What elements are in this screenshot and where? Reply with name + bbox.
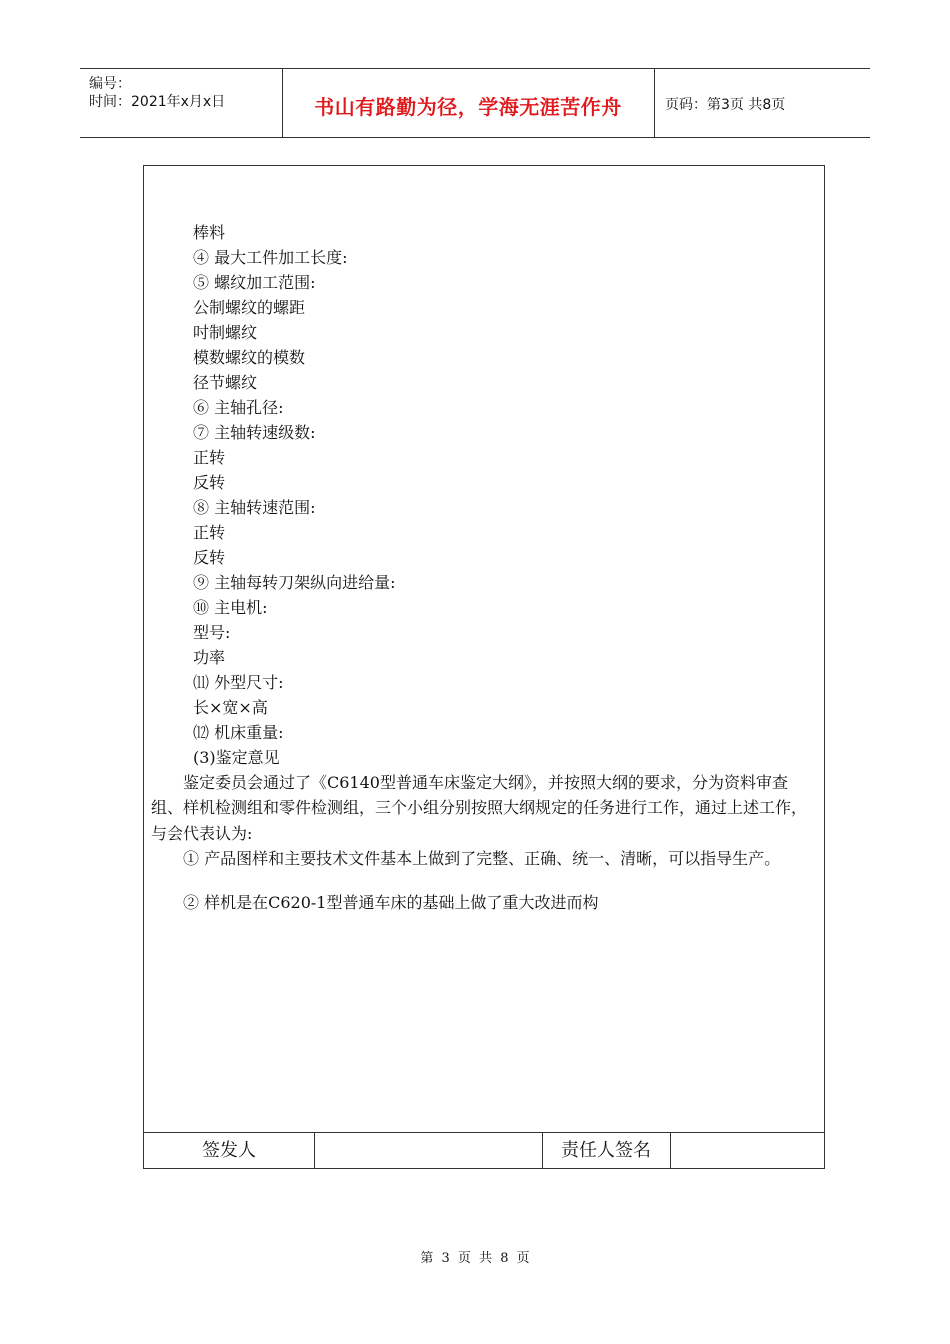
spec-line: 长×宽×高 [193,698,268,717]
spec-line: ⑿ 机床重量: [193,723,284,742]
document-date: 时间：2021年x月x日 [89,94,226,110]
spec-line: ⑦ 主轴转速级数: [193,423,316,442]
header-meta-cell [80,69,283,137]
spec-line: 功率 [193,648,226,667]
spec-line: 反转 [193,548,226,567]
section-heading: (3)鉴定意见 [193,748,280,767]
spec-line: ⑤ 螺纹加工范围: [193,273,316,292]
spec-line: 公制螺纹的螺距 [193,298,306,317]
signature-row [144,1132,824,1169]
spec-line: 型号: [193,623,231,642]
spec-line: 吋制螺纹 [193,323,258,342]
spec-line: 正转 [193,448,226,467]
responsible-signature-field[interactable] [670,1133,824,1169]
header-motto: 书山有路勤为径，学海无涯苦作舟 [314,95,622,119]
spec-line: ⑾ 外型尺寸: [193,673,284,692]
responsible-label: 责任人签名 [542,1133,671,1169]
spec-list [193,220,813,770]
spec-line: 棒料 [193,223,226,242]
paragraph-prototype: ② 样机是在C620-1型普通车床的基础上做了重大改进而构 [183,893,599,912]
spec-line: 正转 [193,523,226,542]
spec-line: 模数螺纹的模数 [193,348,306,367]
paragraph-committee: 鉴定委员会通过了《C6140型普通车床鉴定大纲》，并按照大纲的要求，分为资料审查组、样机检测组和零件检测组，三个小组分别按照大纲规定的任务进行工作，通过上述工作，与会代表认为: [151,773,808,843]
header-motto-cell [282,69,655,137]
spec-line: ⑨ 主轴每转刀架纵向进给量: [193,573,396,592]
content-box [143,165,825,1169]
spec-line: ⑥ 主轴孔径: [193,398,284,417]
issuer-label: 签发人 [144,1133,315,1169]
spec-line: 径节螺纹 [193,373,258,392]
spec-line: 反转 [193,473,226,492]
spec-line: ④ 最大工件加工长度: [193,248,348,267]
header-page-cell [655,69,870,137]
paragraph-drawings: ① 产品图样和主要技术文件基本上做到了完整、正确、统一、清晰，可以指导生产。 [183,849,781,868]
page-header [80,68,870,138]
document-code-label: 编号： [89,76,131,92]
header-page-info: 页码：第3页 共8页 [665,97,786,113]
spec-line: ⑧ 主轴转速范围: [193,498,316,517]
page-footer: 第 3 页 共 8 页 [420,1251,530,1266]
issuer-field[interactable] [314,1133,543,1169]
spec-line: ⑩ 主电机: [193,598,268,617]
